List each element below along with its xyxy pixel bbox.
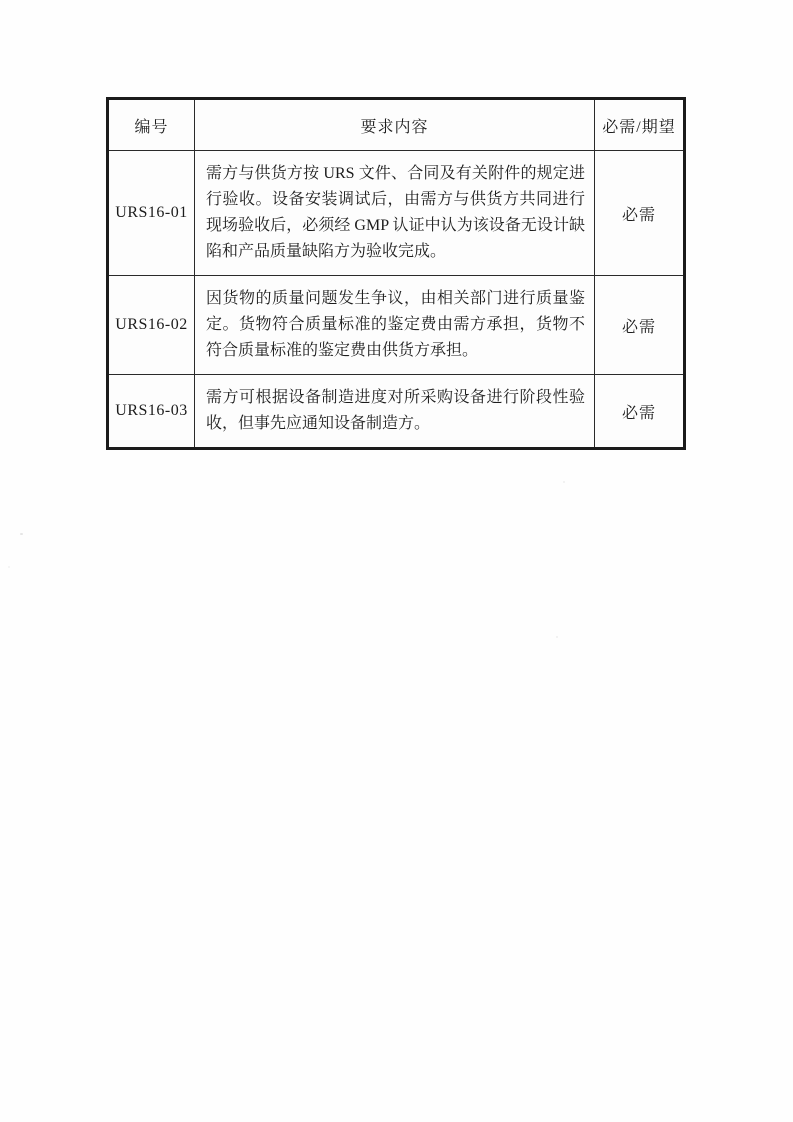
- row-id: URS16-03: [108, 375, 195, 449]
- row-id: URS16-01: [108, 151, 195, 276]
- scan-speck: [8, 566, 10, 568]
- header-required: 必需/期望: [595, 99, 685, 151]
- table-header-row: [108, 99, 685, 151]
- urs-requirements-table: [106, 97, 686, 450]
- header-content: 要求内容: [195, 99, 595, 151]
- row-required: 必需: [595, 276, 685, 375]
- header-id: 编号: [108, 99, 195, 151]
- scan-speck: [563, 481, 565, 483]
- row-content: 因货物的质量问题发生争议，由相关部门进行质量鉴定。货物符合质量标准的鉴定费由需方承担，货物不符合质量标准的鉴定费由供货方承担。: [195, 276, 595, 375]
- table-row: [108, 276, 685, 375]
- row-required: 必需: [595, 375, 685, 449]
- table-row: [108, 375, 685, 449]
- row-content: 需方与供货方按 URS 文件、合同及有关附件的规定进行验收。设备安装调试后，由需方与供货方共同进行现场验收后，必须经 GMP 认证中认为该设备无设计缺陷和产品质量缺陷方为验收完成。: [195, 151, 595, 276]
- scan-speck: [556, 636, 558, 638]
- scan-speck: [20, 533, 23, 535]
- row-id: URS16-02: [108, 276, 195, 375]
- table-row: [108, 151, 685, 276]
- row-required: 必需: [595, 151, 685, 276]
- row-content: 需方可根据设备制造进度对所采购设备进行阶段性验收，但事先应通知设备制造方。: [195, 375, 595, 449]
